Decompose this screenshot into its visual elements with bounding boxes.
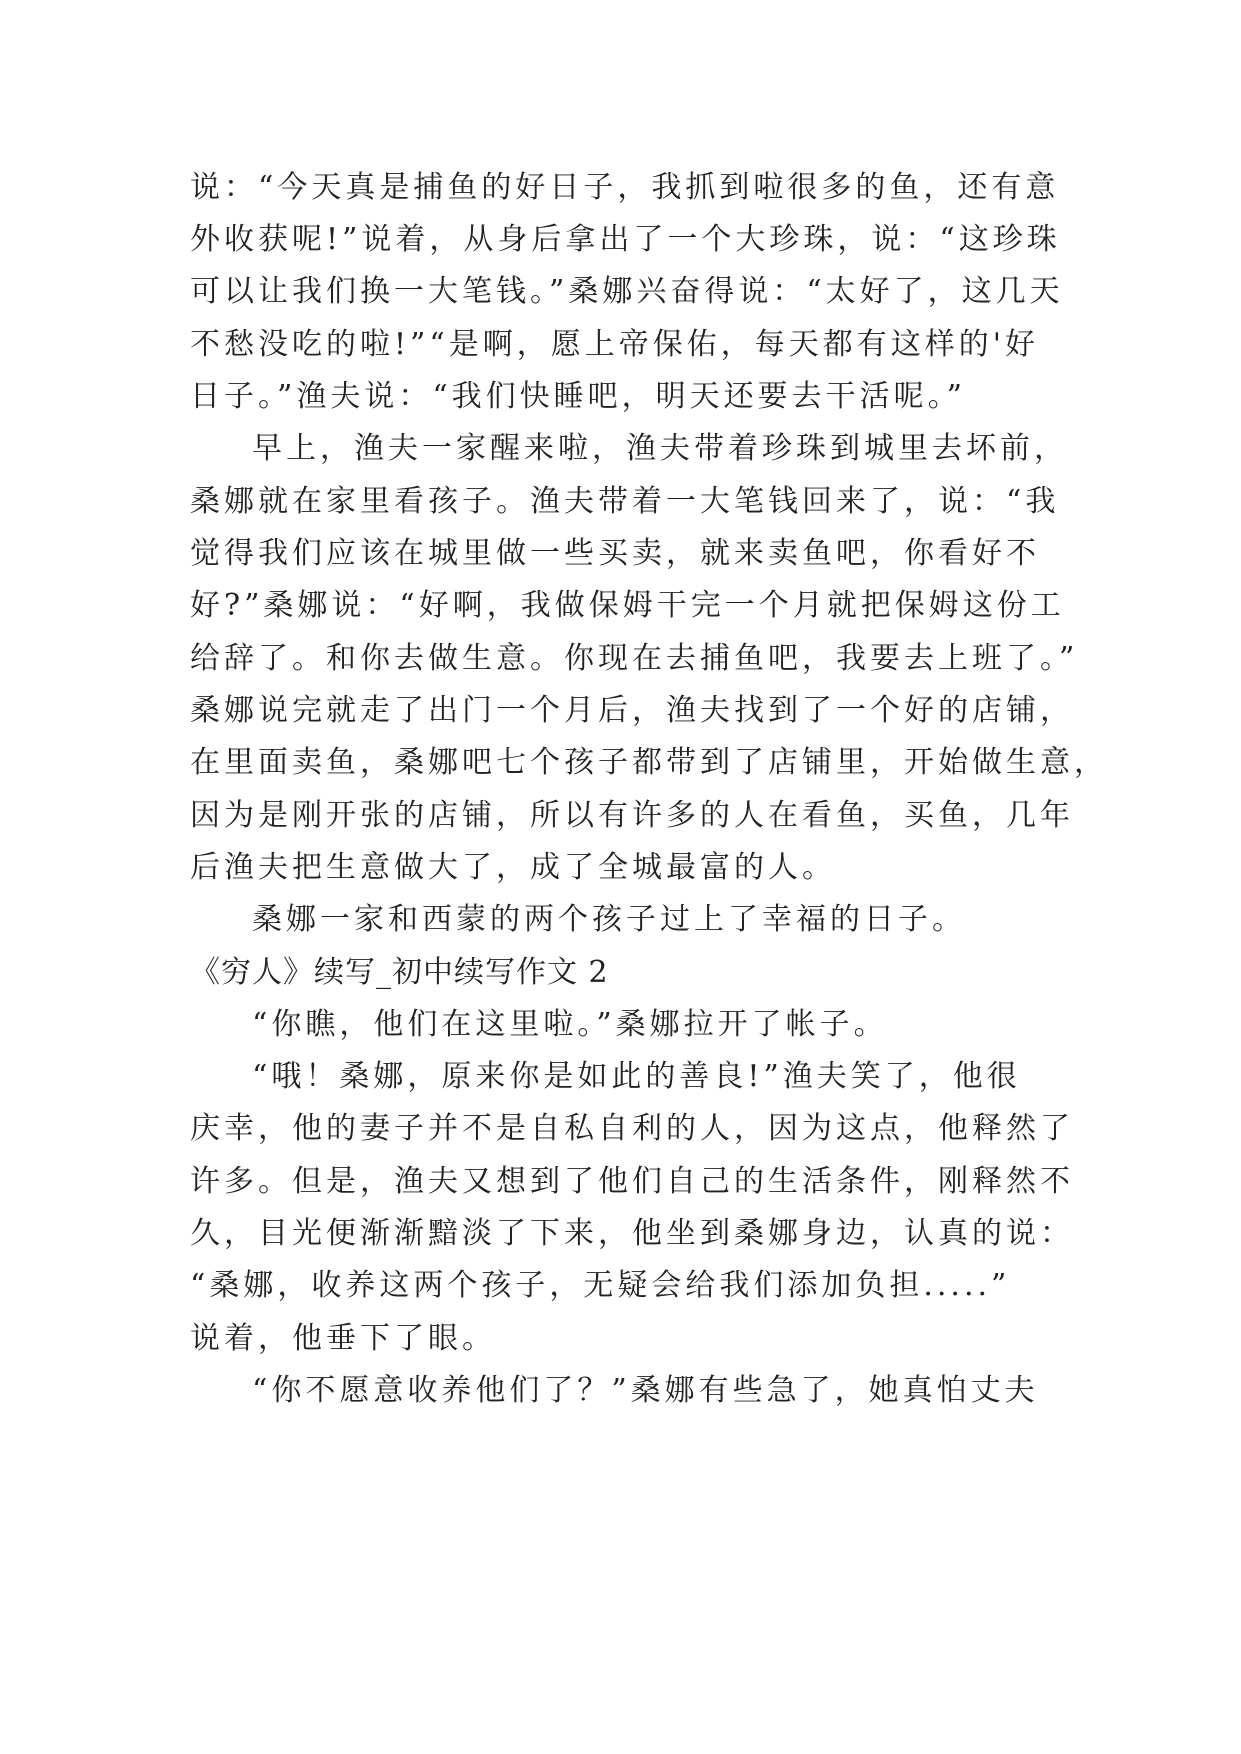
text-line: 说着，他垂下了眼。 [190, 1321, 496, 1356]
paragraph-first-line: “你瞧，他们在这里啦。”桑娜拉开了帐子。 [252, 1007, 888, 1042]
text-line: 好?”桑娜说：“好啊，我做保姆干完一个月就把保姆这份工 [190, 588, 1065, 623]
text-line: 觉得我们应该在城里做一些买卖，就来卖鱼吧，你看好不 [190, 536, 1040, 571]
text-line: 许多。但是，渔夫又想到了他们自己的生活条件，刚释然不 [190, 1164, 1074, 1199]
text-line: 庆幸，他的妻子并不是自私自利的人，因为这点，他释然了 [190, 1111, 1074, 1146]
text-line: 给辞了。和你去做生意。你现在去捕鱼吧，我要去上班了。” [190, 641, 1079, 676]
section-heading: 《穷人》续写_初中续写作文 2 [190, 955, 609, 990]
paragraph-first-line: 早上，渔夫一家醒来啦，渔夫带着珍珠到城里去坏前， [252, 431, 1068, 466]
paragraph-first-line: “哦！桑娜，原来你是如此的善良!”渔夫笑了，他很 [252, 1059, 1021, 1094]
text-line: 说：“今天真是捕鱼的好日子，我抓到啦很多的鱼，还有意 [190, 170, 1060, 205]
text-line: 日子。”渔夫说：“我们快睡吧，明天还要去干活呢。” [190, 379, 967, 414]
text-line: 可以让我们换一大笔钱。”桑娜兴奋得说：“太好了，这几天 [190, 274, 1064, 309]
text-line: 桑娜就在家里看孩子。渔夫带着一大笔钱回来了，说：“我 [190, 484, 1060, 519]
text-line: 久，目光便渐渐黯淡了下来，他坐到桑娜身边，认真的说： [190, 1216, 1074, 1251]
paragraph-first-line: 桑娜一家和西蒙的两个孩子过上了幸福的日子。 [252, 902, 966, 937]
text-line: 后渔夫把生意做大了，成了全城最富的人。 [190, 850, 836, 885]
text-line: 不愁没吃的啦!”“是啊，愿上帝保佑，每天都有这样的'好 [190, 327, 1039, 362]
paragraph-first-line: “你不愿意收养他们了？”桑娜有些急了，她真怕丈夫 [252, 1373, 1039, 1408]
text-line: 桑娜说完就走了出门一个月后，渔夫找到了一个好的店铺， [190, 693, 1074, 728]
text-line: 外收获呢!”说着，从身后拿出了一个大珍珠，说：“这珍珠 [190, 222, 1061, 257]
text-line: “桑娜，收养这两个孩子，无疑会给我们添加负担.....” [190, 1268, 1011, 1303]
text-line: 因为是刚开张的店铺，所以有许多的人在看鱼，买鱼，几年 [190, 798, 1074, 833]
text-line: 在里面卖鱼，桑娜吧七个孩子都带到了店铺里，开始做生意， [190, 745, 1108, 780]
